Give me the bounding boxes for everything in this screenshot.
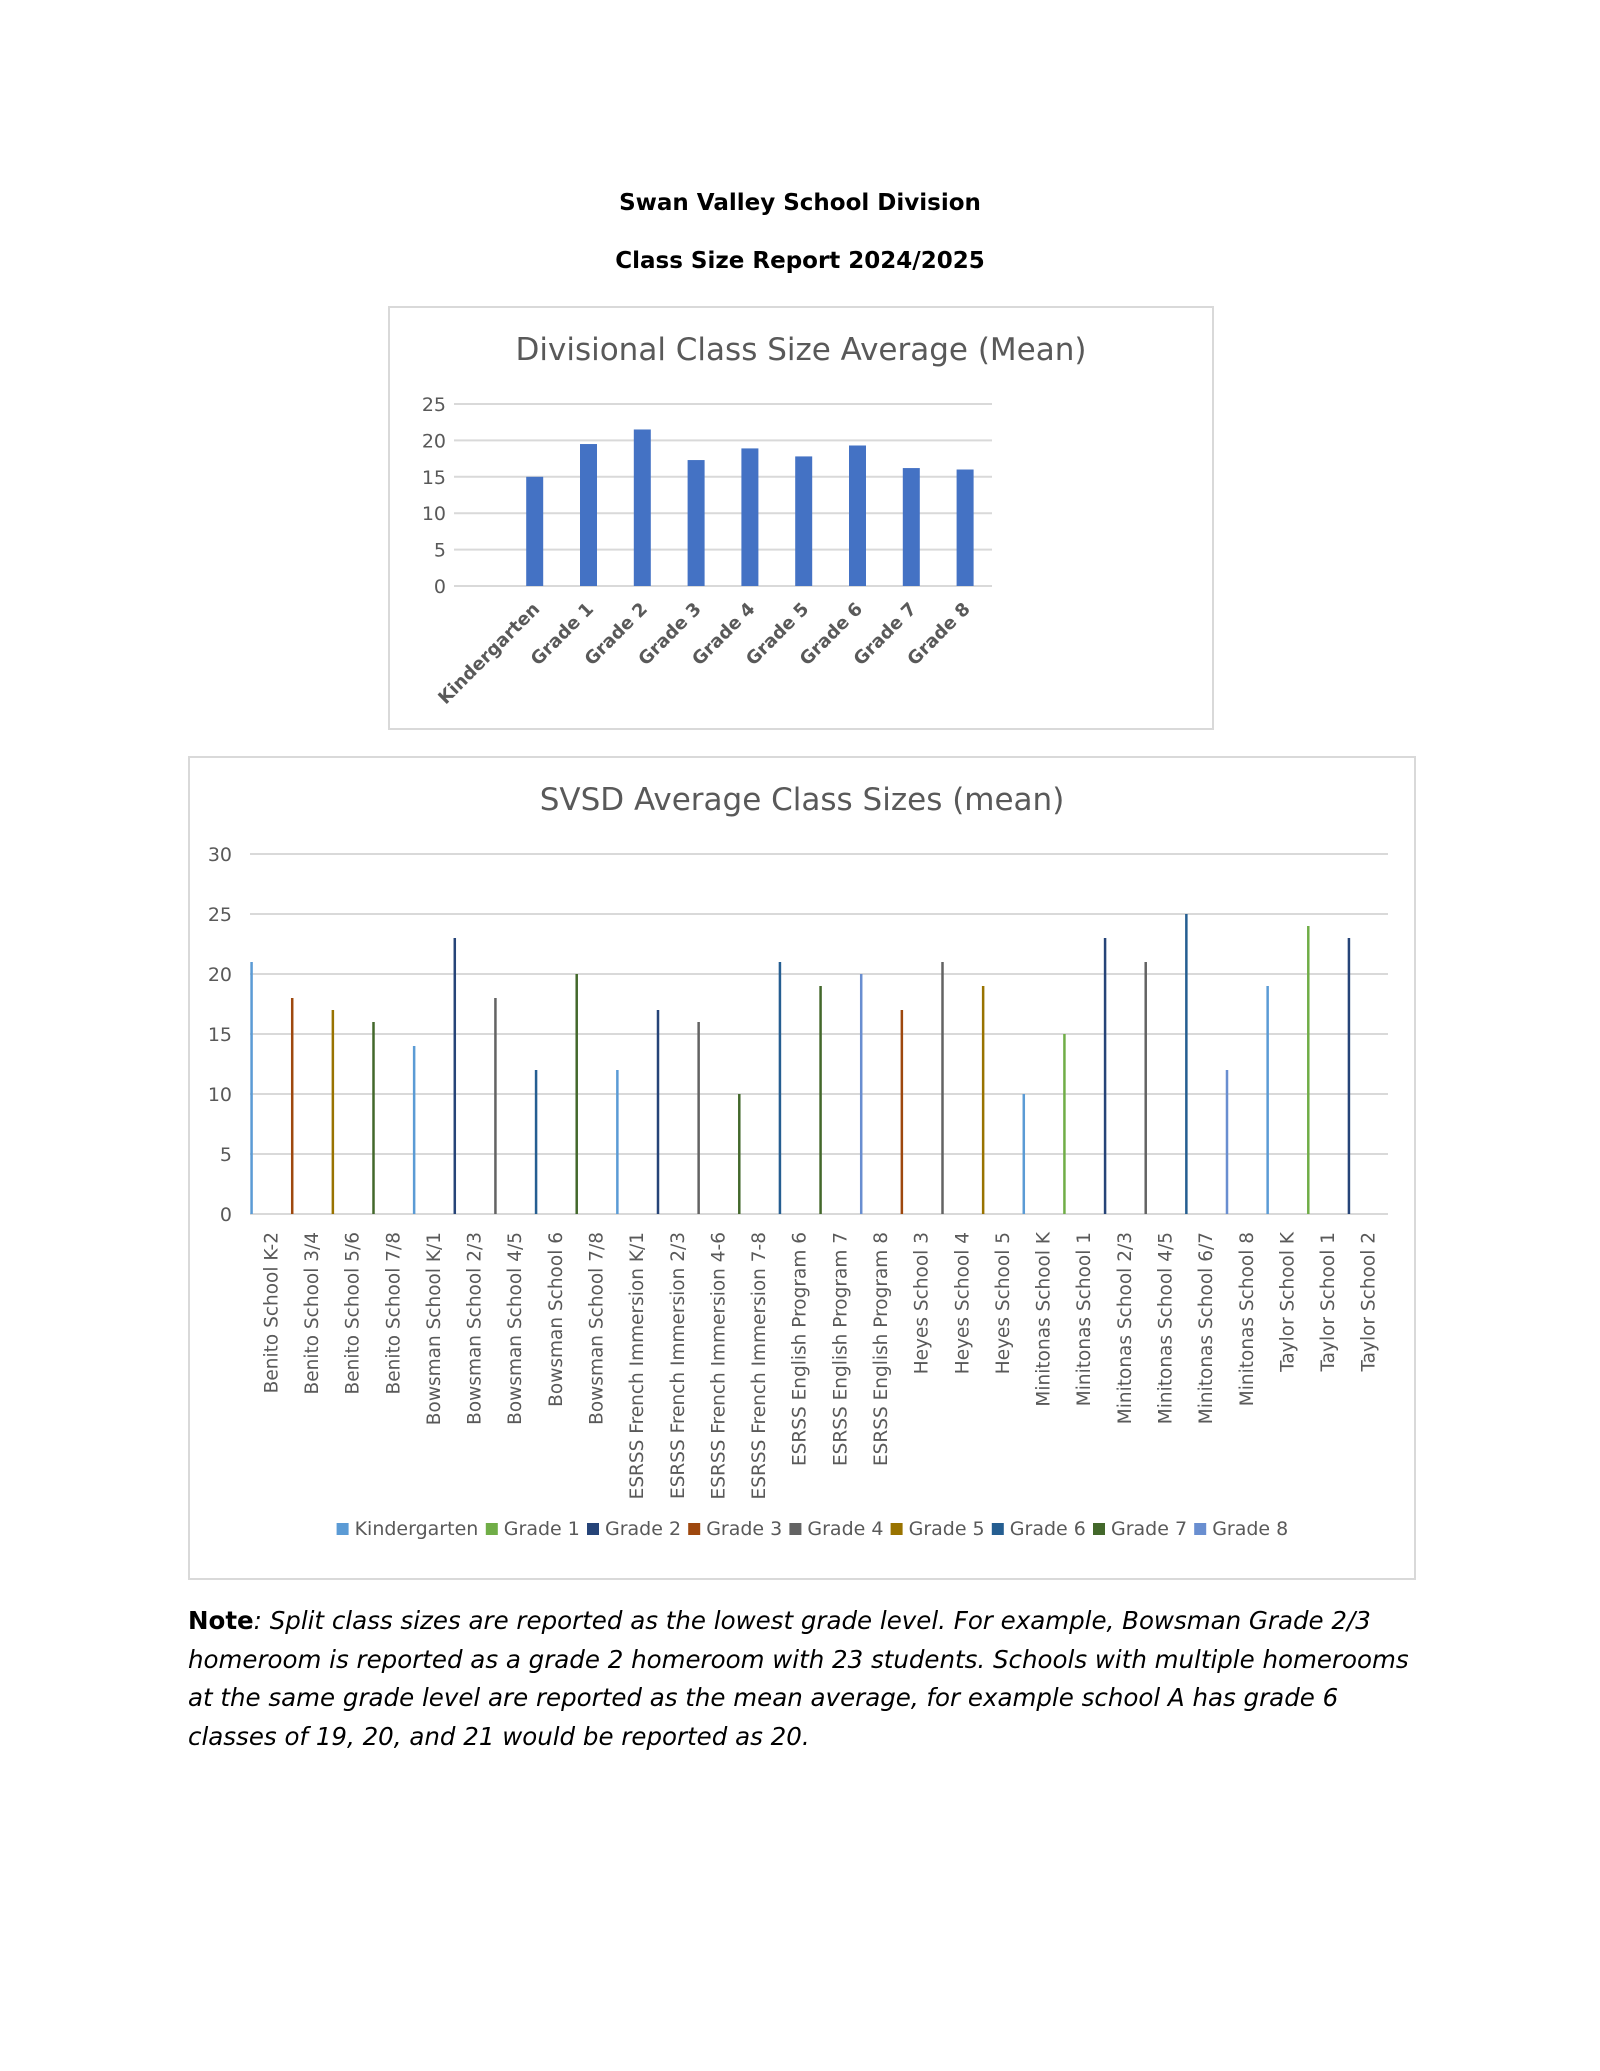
legend-swatch (891, 1523, 903, 1535)
note-label: Note (188, 1606, 254, 1635)
bar (941, 962, 944, 1214)
bar (1144, 962, 1147, 1214)
bar (657, 1010, 660, 1214)
bar (903, 468, 920, 586)
y-tick-label: 0 (433, 576, 446, 598)
x-tick-label: Kindergarten (434, 598, 545, 709)
bar (688, 460, 705, 586)
x-tick-label: ESRSS English Program 7 (830, 1232, 852, 1467)
y-tick-label: 5 (219, 1144, 232, 1166)
legend-swatch (337, 1523, 349, 1535)
x-tick-label: ESRSS French Immersion K/1 (627, 1232, 649, 1500)
bar (1023, 1094, 1025, 1214)
bar (250, 962, 253, 1214)
legend-label: Grade 5 (908, 1518, 985, 1540)
bar (1307, 926, 1310, 1214)
x-tick-label: ESRSS French Immersion 4-6 (708, 1232, 730, 1500)
x-tick-label: ESRSS French Immersion 7-8 (749, 1232, 771, 1500)
document-title: Swan Valley School Division (619, 190, 981, 216)
legend-swatch (486, 1523, 498, 1535)
bar (849, 445, 866, 586)
y-tick-label: 10 (421, 503, 446, 526)
bar (413, 1046, 416, 1214)
bar (1266, 986, 1269, 1214)
bar (535, 1070, 538, 1214)
bar (634, 429, 651, 586)
note-text: : Split class sizes are reported as the lowest grade level. For example, Bowsman Grade 2/3 homeroom is reported as a grade 2 homeroom with 23 students. Schools with multiple homerooms at the same grade level are reported as the mean average, for example school A has grade 6 classes of 19, 20, and 21 would be reported as 20. (188, 1606, 1409, 1751)
chart-title: SVSD Average Class Sizes (mean) (539, 782, 1065, 818)
x-tick-label: Grade 3 (634, 598, 706, 670)
x-tick-label: Benito School 7/8 (383, 1232, 405, 1395)
y-tick-label: 20 (207, 964, 232, 986)
x-tick-label: Bowsman School 7/8 (586, 1232, 608, 1425)
legend-label: Grade 6 (1009, 1518, 1086, 1540)
report-subtitle: Class Size Report 2024/2025 (615, 248, 985, 274)
bar (901, 1010, 904, 1214)
x-tick-label: Taylor School 2 (1358, 1232, 1380, 1372)
bar (819, 986, 822, 1214)
x-tick-label: Heyes School 3 (911, 1232, 933, 1375)
legend (337, 1518, 1289, 1540)
chart-title: Divisional Class Size Average (Mean) (515, 332, 1087, 368)
x-tick-label: Bowsman School K/1 (423, 1232, 445, 1426)
y-tick-label: 5 (433, 539, 446, 562)
legend-swatch (1093, 1523, 1105, 1535)
y-tick-label: 15 (421, 466, 446, 489)
x-tick-label: Minitonas School 2/3 (1114, 1232, 1136, 1425)
bar (860, 974, 863, 1214)
bar (580, 444, 597, 586)
legend-swatch (992, 1523, 1004, 1535)
y-tick-label: 10 (207, 1084, 232, 1106)
bar (332, 1010, 335, 1214)
x-tick-label: Taylor School K (1277, 1232, 1299, 1372)
bar (1348, 938, 1351, 1214)
bar (779, 962, 782, 1214)
x-tick-label: ESRSS French Immersion 2/3 (667, 1232, 689, 1499)
x-tick-label: Benito School K-2 (261, 1232, 283, 1394)
legend-label: Grade 2 (605, 1518, 682, 1540)
bar (291, 998, 294, 1214)
legend-label: Grade 8 (1212, 1518, 1289, 1540)
svsd-class-sizes-svg (190, 758, 1414, 1578)
x-tick-label: Grade 8 (903, 598, 975, 670)
x-tick-label: Bowsman School 6 (545, 1232, 567, 1407)
x-tick-label: Minitonas School 4/5 (1155, 1232, 1177, 1425)
bar (1226, 1070, 1229, 1214)
bar (697, 1022, 700, 1214)
svsd-class-sizes-chart (188, 756, 1416, 1580)
x-tick-label: ESRSS English Program 6 (789, 1232, 811, 1467)
x-tick-label: Heyes School 5 (992, 1232, 1014, 1375)
legend-swatch (587, 1523, 599, 1535)
x-tick-label: Minitonas School 6/7 (1196, 1232, 1218, 1425)
x-tick-label: Minitonas School 8 (1236, 1232, 1258, 1407)
legend-swatch (1194, 1523, 1206, 1535)
legend-label: Grade 4 (807, 1518, 884, 1540)
divisional-average-svg (390, 308, 1212, 728)
bar (575, 974, 578, 1214)
x-tick-label: Grade 2 (580, 598, 652, 670)
bar (526, 477, 543, 586)
x-tick-label: Heyes School 4 (952, 1232, 974, 1375)
legend-swatch (789, 1523, 801, 1535)
y-tick-label: 25 (207, 904, 232, 926)
bar (616, 1070, 619, 1214)
x-tick-label: Benito School 5/6 (342, 1232, 364, 1395)
bar (1063, 1034, 1066, 1214)
x-tick-label: Grade 6 (795, 598, 868, 670)
y-tick-label: 0 (219, 1204, 232, 1226)
y-tick-label: 30 (207, 844, 232, 866)
bar (454, 938, 457, 1214)
legend-label: Grade 3 (706, 1518, 783, 1540)
x-tick-label: Bowsman School 4/5 (505, 1232, 527, 1425)
bar (795, 456, 812, 586)
legend-swatch (688, 1523, 700, 1535)
legend-label: Grade 7 (1111, 1518, 1188, 1540)
x-tick-label: Benito School 3/4 (301, 1232, 323, 1395)
x-tick-label: Grade 4 (688, 598, 760, 670)
bar (738, 1094, 741, 1214)
bar (957, 470, 974, 586)
x-tick-label: Minitonas School K (1033, 1232, 1055, 1407)
y-tick-label: 20 (421, 430, 446, 453)
note-paragraph (188, 1602, 1428, 1756)
legend-label: Kindergarten (354, 1518, 479, 1540)
bar (494, 998, 497, 1214)
x-tick-label: Minitonas School 1 (1074, 1232, 1096, 1407)
divisional-average-chart (388, 306, 1214, 730)
bar (741, 448, 758, 586)
x-tick-label: Grade 7 (849, 598, 921, 670)
x-tick-label: Grade 5 (742, 598, 814, 670)
bar (982, 986, 985, 1214)
bar (1104, 938, 1107, 1214)
legend-label: Grade 1 (503, 1518, 580, 1540)
bar (372, 1022, 375, 1214)
x-tick-label: ESRSS English Program 8 (870, 1232, 892, 1467)
bar (1185, 914, 1188, 1214)
y-tick-label: 25 (421, 394, 446, 416)
x-tick-label: Grade 1 (526, 598, 599, 670)
y-tick-label: 15 (207, 1024, 232, 1046)
x-tick-label: Taylor School 1 (1318, 1232, 1340, 1372)
x-tick-label: Bowsman School 2/3 (464, 1232, 486, 1425)
